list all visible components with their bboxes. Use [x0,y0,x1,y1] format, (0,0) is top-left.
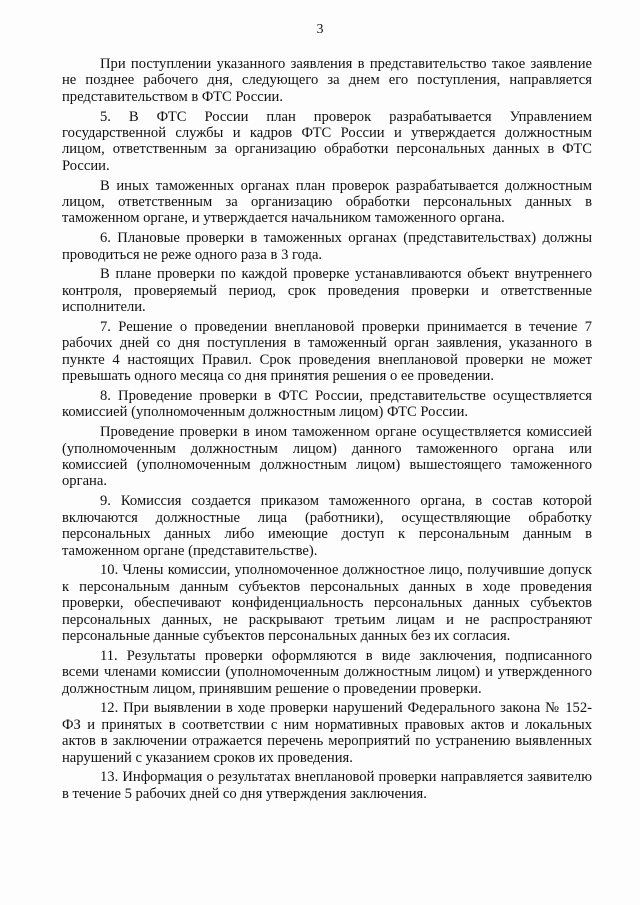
paragraph-5-plan-other-organs: В иных таможенных органах план проверок разрабатывается должностным лицом, ответственным за организацию обработки персональных данных в таможенном органе, и утверждается начальником таможенного органа. [62,177,592,227]
paragraph-10-confidentiality: 10. Члены комиссии, уполномоченное должностное лицо, получившие допуск к персональным данным субъектов персональных данных в ходе проведения проверки, обеспечивают конфиденциальность персональных данных субъектов персональных данных, не раскрывают третьим лицам и не распространяют персональные данные субъектов персональных данных без их согласия. [62,562,592,644]
paragraph-6-planned-checks: 6. Плановые проверки в таможенных органах (представительствах) должны проводиться не реже одного раза в 3 года. [62,230,592,263]
document-body [62,56,592,806]
paragraph-9-commission: 9. Комиссия создается приказом таможенного органа, в состав которой включаются должностные лица (работники), осуществляющие обработку персональных данных либо имеющие доступ к персональным данным в таможенном органе (представительстве). [62,493,592,559]
paragraph-8-check-fts: 8. Проведение проверки в ФТС России, представительстве осуществляется комиссией (уполномоченным должностным лицом) ФТС России. [62,388,592,421]
paragraph-11-results: 11. Результаты проверки оформляются в виде заключения, подписанного всеми членами комиссии (уполномоченным должностным лицом) и утвержденного должностным лицом, принявшим решение о проведении проверки. [62,647,592,697]
page-number: 3 [316,22,324,37]
paragraph-intro-representation: При поступлении указанного заявления в представительство такое заявление не позднее рабочего дня, следующего за днем его поступления, направляется представительством в ФТС России. [62,56,592,105]
paragraph-6-plan-contents: В плане проверки по каждой проверке устанавливаются объект внутреннего контроля, проверяемый период, срок проведения проверки и ответственные исполнители. [62,266,592,316]
paragraph-5-plan-fts: 5. В ФТС России план проверок разрабатывается Управлением государственной службы и кадров ФТС России и утверждается должностным лицом, ответственным за организацию обработки персональных данных в ФТС России. [62,108,592,174]
paragraph-12-violations: 12. При выявлении в ходе проверки нарушений Федерального закона № 152-ФЗ и принятых в соответствии с ним нормативных правовых актов и локальных актов в заключении отражается перечень мероприятий по устранению выявленных нарушений с указанием сроков их проведения. [62,700,592,766]
paragraph-7-unplanned-check: 7. Решение о проведении внеплановой проверки принимается в течение 7 рабочих дней со дня поступления в таможенный орган заявления, указанного в пункте 4 настоящих Правил. Срок проведения внеплановой проверки не может превышать одного месяца со дня принятия решения о ее проведении. [62,319,592,385]
paragraph-13-notification: 13. Информация о результатах внеплановой проверки направляется заявителю в течение 5 рабочих дней со дня утверждения заключения. [62,769,592,802]
paragraph-8-check-other-organ: Проведение проверки в ином таможенном органе осуществляется комиссией (уполномоченным должностным лицом) данного таможенного органа или комиссией (уполномоченным должностным лицом) вышестоящего таможенного органа. [62,424,592,490]
